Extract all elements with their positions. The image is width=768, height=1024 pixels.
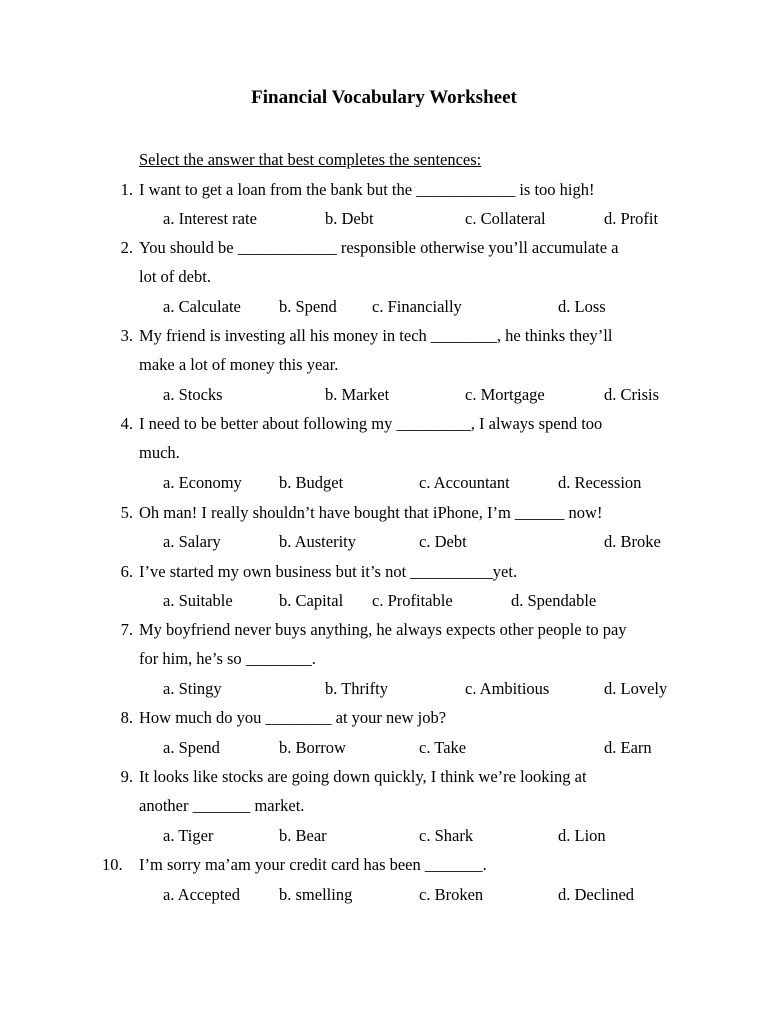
question-number: 6. [120,562,133,581]
answer-option: c. Ambitious [465,679,550,698]
answer-option: b. Debt [325,209,374,228]
question-text: I’m sorry ma’am your credit card has been _______. [139,855,487,874]
question-text: Oh man! I really shouldn’t have bought that iPhone, I’m ______ now! [139,503,603,522]
question-text: lot of debt. [139,267,211,286]
answer-option: c. Take [419,738,467,757]
answer-option: a. Interest rate [163,209,257,228]
answer-option: c. Broken [419,885,484,904]
answer-option: c. Accountant [419,473,510,492]
answer-option: d. Lion [558,826,606,845]
question-text: My boyfriend never buys anything, he always expects other people to pay [139,620,627,639]
question-number: 4. [120,414,133,433]
answer-option: b. smelling [279,885,353,904]
question-text: I’ve started my own business but it’s not __________yet. [139,562,518,581]
answer-option: c. Profitable [372,591,453,610]
answer-option: c. Financially [372,297,462,316]
answer-option: a. Suitable [163,591,233,610]
question-text: My friend is investing all his money in tech ________, he thinks they’ll [139,326,613,345]
question-number: 9. [120,767,133,786]
answer-option: b. Austerity [279,532,356,551]
answer-option: d. Crisis [604,385,660,404]
question-text: another _______ market. [139,796,305,815]
question-number: 10. [102,855,123,874]
question-text: make a lot of money this year. [139,355,339,374]
answer-option: b. Thrifty [325,679,388,698]
answer-option: d. Recession [558,473,642,492]
question-number: 8. [120,708,133,727]
question-number: 2. [120,238,133,257]
answer-option: b. Budget [279,473,344,492]
answer-option: b. Capital [279,591,344,610]
answer-option: c. Debt [419,532,467,551]
answer-option: c. Collateral [465,209,546,228]
answer-option: d. Earn [604,738,652,757]
question-text: How much do you ________ at your new job? [139,708,447,727]
question-number: 3. [120,326,133,345]
answer-option: d. Loss [558,297,606,316]
question-text: for him, he’s so ________. [139,649,316,668]
question-text: much. [139,443,180,462]
question-number: 7. [120,620,133,639]
answer-option: d. Lovely [604,679,668,698]
answer-option: b. Borrow [279,738,346,757]
question-text: I want to get a loan from the bank but the ____________ is too high! [139,180,595,199]
answer-option: a. Accepted [163,885,240,904]
answer-option: a. Stocks [163,385,223,404]
answer-option: a. Stingy [163,679,222,698]
answer-option: d. Profit [604,209,659,228]
question-text: I need to be better about following my _________, I always spend too [139,414,603,433]
answer-option: a. Economy [163,473,242,492]
answer-option: b. Market [325,385,390,404]
instructions: Select the answer that best completes the sentences: [139,150,482,169]
answer-option: b. Bear [279,826,327,845]
worksheet-title: Financial Vocabulary Worksheet [251,87,517,108]
question-text: You should be ____________ responsible otherwise you’ll accumulate a [139,238,619,257]
answer-option: d. Declined [558,885,635,904]
answer-option: a. Spend [163,738,220,757]
answer-option: a. Tiger [163,826,214,845]
question-number: 1. [120,180,133,199]
answer-option: b. Spend [279,297,337,316]
question-text: It looks like stocks are going down quickly, I think we’re looking at [139,767,587,786]
question-number: 5. [120,503,133,522]
answer-option: a. Salary [163,532,221,551]
answer-option: d. Spendable [511,591,597,610]
answer-option: a. Calculate [163,297,241,316]
answer-option: c. Shark [419,826,474,845]
answer-option: c. Mortgage [465,385,545,404]
answer-option: d. Broke [604,532,661,551]
